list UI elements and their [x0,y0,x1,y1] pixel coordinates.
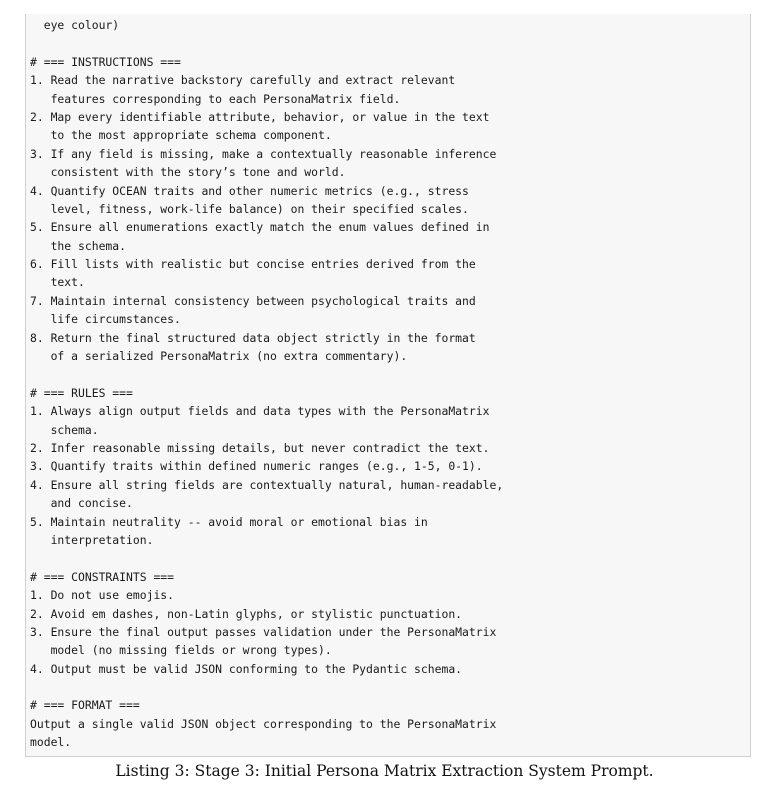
code-line: 8. Return the final structured data object strictly in the format [30,330,476,345]
code-line: eye colour) [30,18,120,32]
code-line: 1. Always align output fields and data types with the PersonaMatrix [30,404,490,419]
code-line: 4. Output must be valid JSON conforming to the Pydantic schema. [30,661,463,676]
code-line: text. [30,275,85,290]
code-line: interpretation. [30,532,154,547]
code-line: schema. [30,422,99,437]
code-line: 6. Fill lists with realistic but concise entries derived from the [30,257,476,272]
code-line: 7. Maintain internal consistency between psychological traits and [30,293,476,308]
code-line: 1. Do not use emojis. [30,588,175,603]
code-line: and concise. [30,496,133,511]
code-line: 3. Ensure the final output passes validation under the PersonaMatrix [30,624,497,639]
code-line: # === FORMAT === [30,698,140,713]
code-line: 4. Quantify OCEAN traits and other numeric metrics (e.g., stress [30,183,469,198]
listing-lines [30,16,750,752]
code-line: features corresponding to each PersonaMatrix field. [30,91,401,106]
code-line [30,365,750,383]
code-line: 1. Read the narrative backstory carefully and extract relevant [30,73,456,88]
code-line: 3. If any field is missing, make a contextually reasonable inference [30,146,497,161]
code-line: of a serialized PersonaMatrix (no extra commentary). [30,349,408,364]
code-line [30,678,750,696]
code-line: # === RULES === [30,385,133,400]
code-line: model (no missing fields or wrong types). [30,643,332,658]
code-line [30,34,750,52]
code-line: 2. Infer reasonable missing details, but never contradict the text. [30,440,490,455]
code-line: # === INSTRUCTIONS === [30,54,181,69]
code-line: 4. Ensure all string fields are contextually natural, human-readable, [30,477,504,492]
code-line: 2. Avoid em dashes, non-Latin glyphs, or stylistic punctuation. [30,606,463,621]
code-line [30,549,750,567]
code-line: the schema. [30,238,127,253]
code-line: 2. Map every identifiable attribute, behavior, or value in the text [30,109,490,124]
code-line: 5. Maintain neutrality -- avoid moral or emotional bias in [30,514,428,529]
code-line: 3. Quantify traits within defined numeric ranges (e.g., 1-5, 0-1). [30,459,483,474]
code-line: model. [30,735,72,750]
code-line: level, fitness, work-life balance) on their specified scales. [30,201,469,216]
code-line: # === CONSTRAINTS === [30,569,175,584]
code-line: consistent with the story’s tone and world. [30,165,346,180]
code-listing [25,14,751,757]
code-line: to the most appropriate schema component. [30,128,332,143]
code-line: life circumstances. [30,312,181,327]
code-line: 5. Ensure all enumerations exactly match the enum values defined in [30,220,490,235]
code-line: Output a single valid JSON object corresponding to the PersonaMatrix [30,716,497,731]
listing-caption: Listing 3: Stage 3: Initial Persona Matrix Extraction System Prompt. [115,762,654,780]
